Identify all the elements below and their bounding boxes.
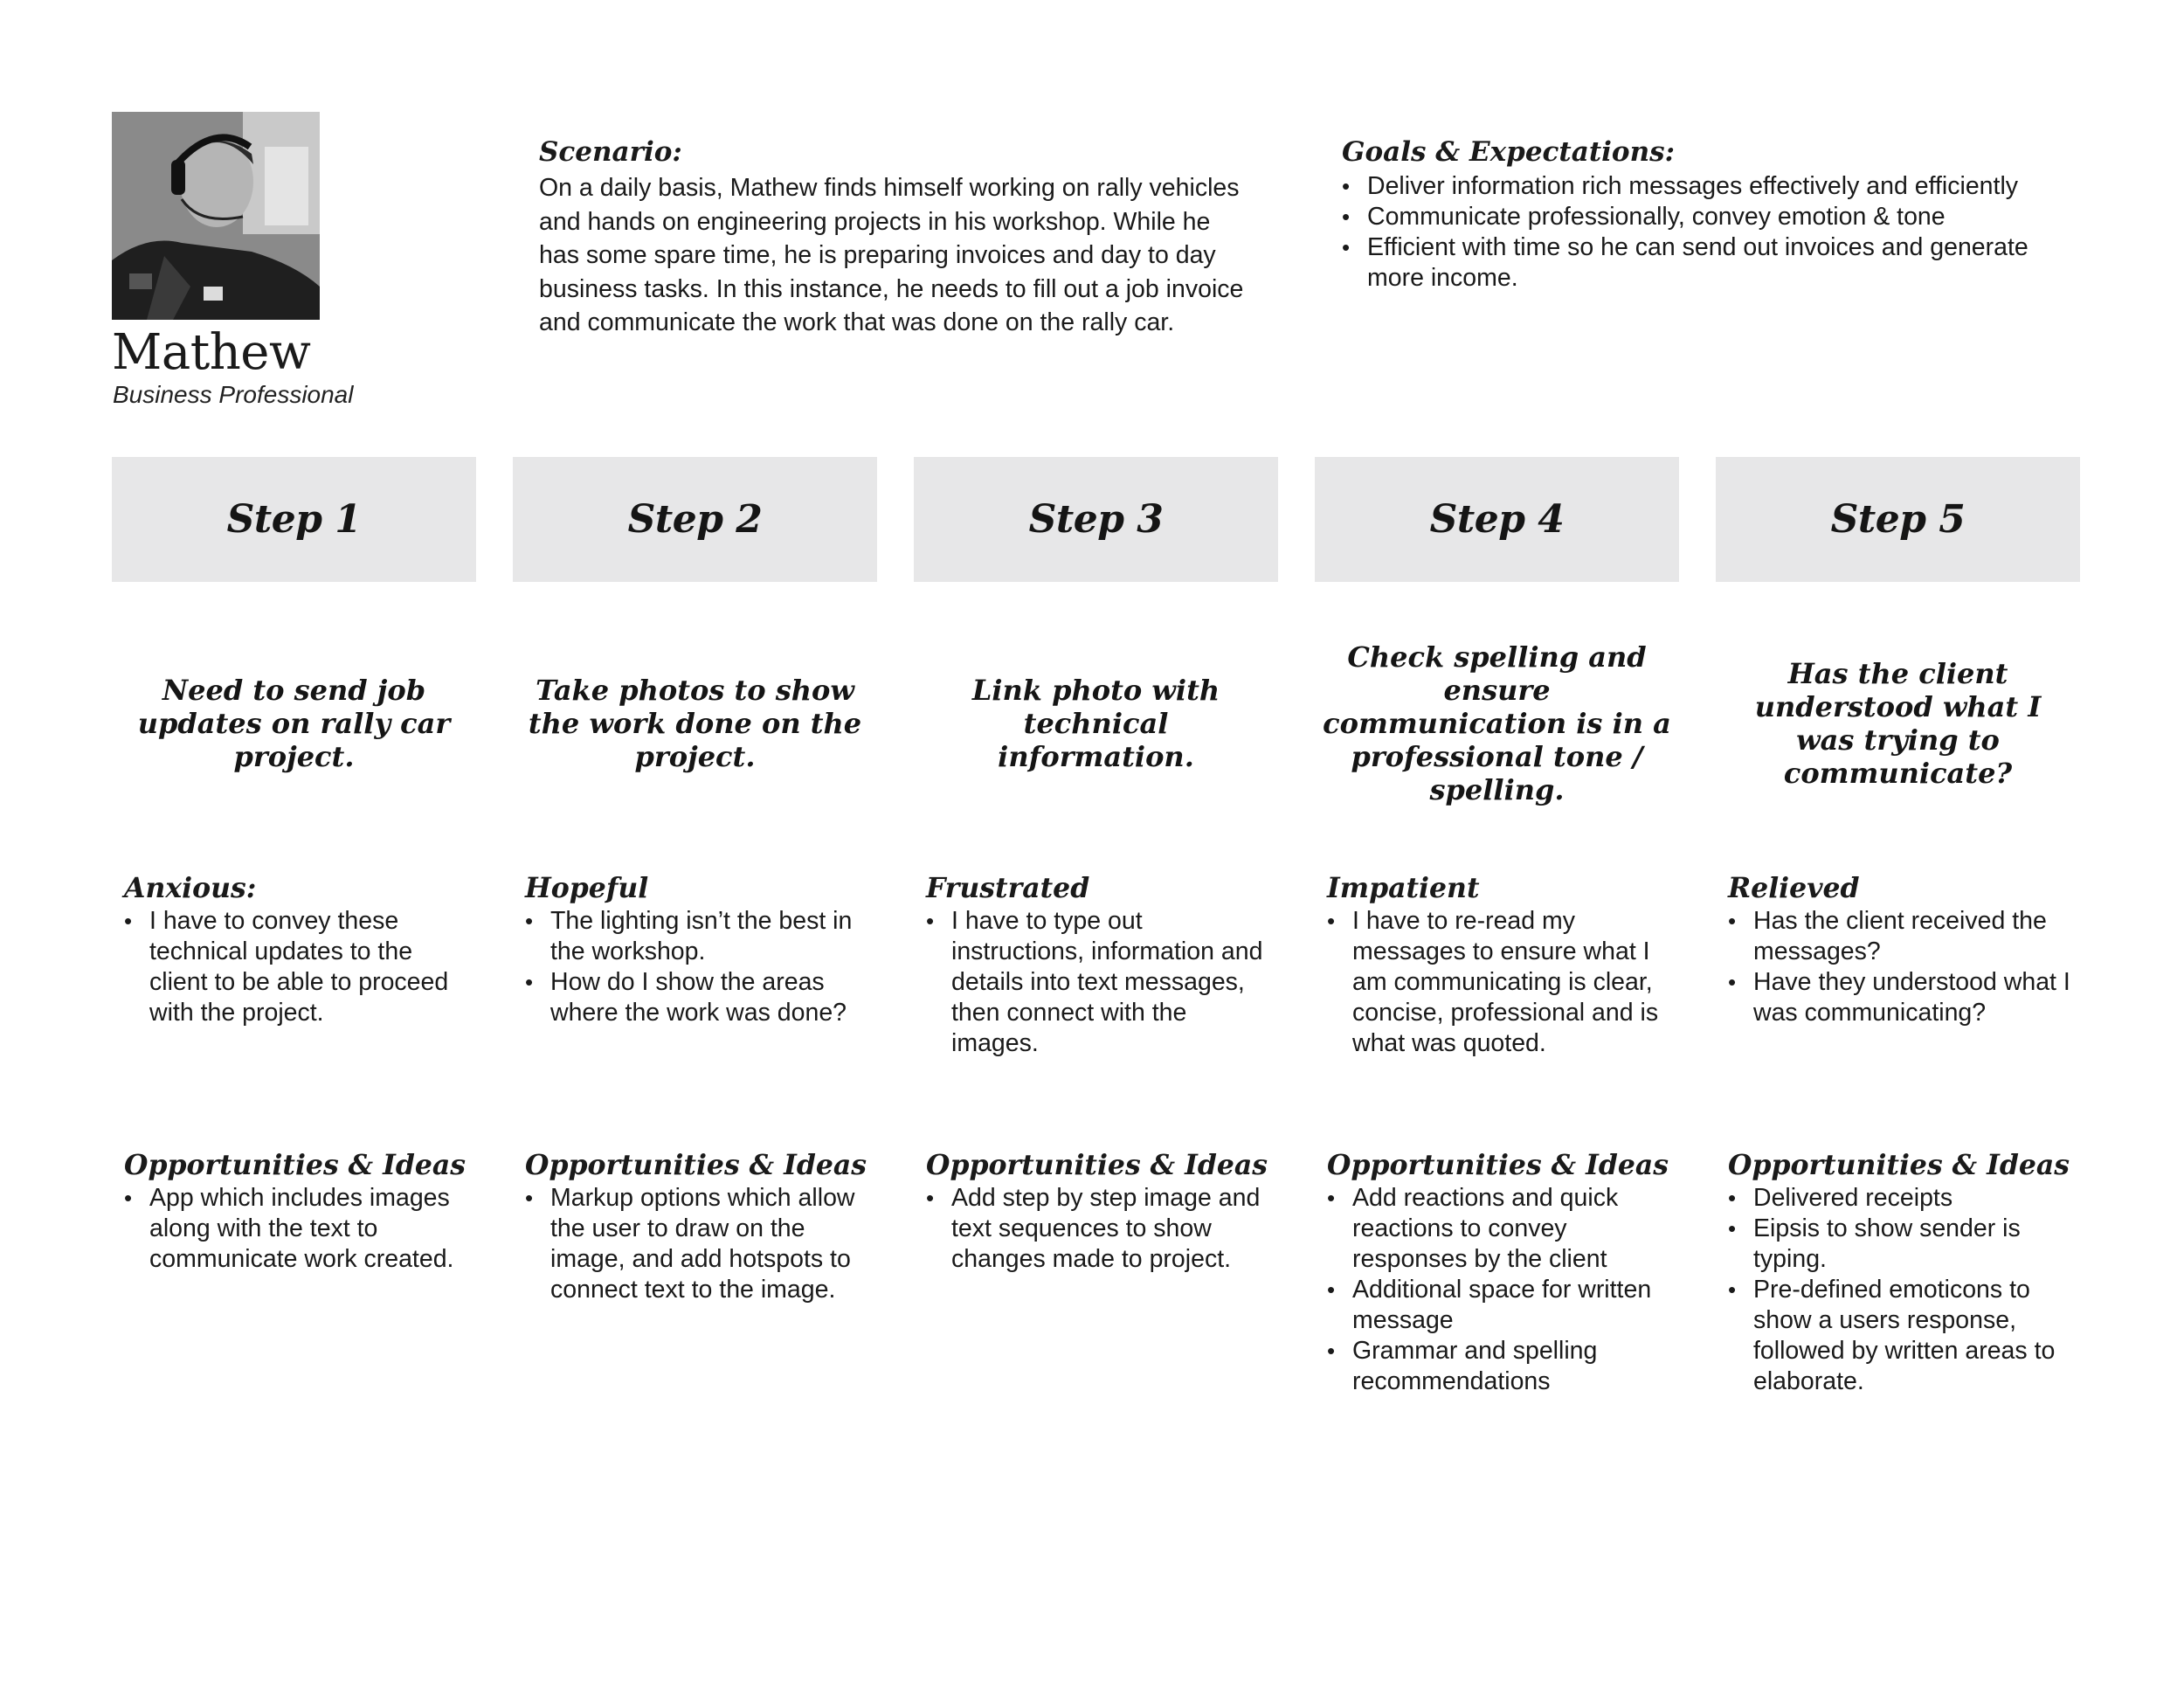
thought-item: • Has the client received the messages? (1728, 906, 2073, 967)
emotion-block (926, 872, 1271, 1059)
thought-item: • How do I show the areas where the work was done? (525, 967, 870, 1028)
opportunity-item: • Eipsis to show sender is typing. (1728, 1214, 2077, 1275)
opportunities-block (124, 1149, 473, 1275)
emotion-block (1327, 872, 1672, 1059)
thought-item: • Have they understood what I was communicating? (1728, 967, 2073, 1028)
opportunities-list (525, 1183, 874, 1305)
opportunity-item: • Add reactions and quick reactions to convey responses by the client (1327, 1183, 1676, 1275)
emotion-title: Anxious: (124, 872, 257, 904)
opportunities-block (926, 1149, 1275, 1275)
emotion-title: Frustrated (926, 872, 1090, 904)
step-description (914, 614, 1278, 833)
scenario-text (539, 171, 1273, 340)
step-description-text: Has the client understood what I was trying to communicate? (1754, 657, 2042, 790)
step-header (513, 457, 877, 582)
emotion-title: Impatient (1327, 872, 1480, 904)
step-description (1716, 614, 2080, 833)
opportunities-list (1327, 1183, 1676, 1397)
opportunity-item: • Pre-defined emoticons to show a users response, followed by written areas to elaborate. (1728, 1275, 2077, 1397)
step-column-1 (112, 457, 476, 1418)
opportunities-list (926, 1183, 1275, 1275)
opportunity-item: • App which includes images along with the text to communicate work created. (124, 1183, 473, 1275)
thought-item: • The lighting isn’t the best in the workshop. (525, 906, 870, 967)
scenario-title: Scenario: (539, 136, 682, 168)
step-header (914, 457, 1278, 582)
opportunity-item: • Grammar and spelling recommendations (1327, 1336, 1676, 1397)
step-column-3 (914, 457, 1278, 1418)
scenario-line: and hands on engineering projects in his workshop. While he (539, 207, 1211, 236)
opportunities-title: Opportunities & Ideas (124, 1149, 467, 1181)
opportunity-item: • Delivered receipts (1728, 1183, 2077, 1214)
goal-item: • Communicate professionally, convey emotion & tone (1342, 202, 2076, 232)
scenario-section (539, 136, 1273, 340)
step-header (1716, 457, 2080, 582)
step-description-text: Take photos to show the work done on the project. (528, 674, 862, 773)
scenario-line: business tasks. In this instance, he needs to fill out a job invoice (539, 274, 1244, 303)
opportunities-block (1728, 1149, 2077, 1397)
step-title: Step 4 (1429, 497, 1565, 542)
opportunity-item: • Add step by step image and text sequences to show changes made to project. (926, 1183, 1275, 1275)
step-title: Step 5 (1830, 497, 1966, 542)
step-header (1315, 457, 1679, 582)
step-title: Step 2 (627, 497, 763, 542)
emotion-title: Relieved (1728, 872, 1860, 904)
opportunities-title: Opportunities & Ideas (1728, 1149, 2070, 1181)
goals-list (1342, 171, 2076, 294)
thoughts-list (926, 906, 1271, 1059)
persona-name: Mathew (112, 324, 311, 381)
persona-photo (112, 112, 320, 320)
thought-item: • I have to type out instructions, information and details into text messages, then connect with the images. (926, 906, 1271, 1059)
thoughts-list (1327, 906, 1672, 1059)
step-description-text: Link photo with technical information. (971, 674, 1220, 773)
opportunities-list (124, 1183, 473, 1275)
person-photo-icon (112, 112, 320, 320)
step-column-4 (1315, 457, 1679, 1418)
thought-item: • I have to convey these technical updates to the client to be able to proceed with the project. (124, 906, 469, 1028)
thoughts-list (1728, 906, 2073, 1028)
step-column-2 (513, 457, 877, 1418)
step-column-5 (1716, 457, 2080, 1418)
step-description (112, 614, 476, 833)
emotion-block (124, 872, 469, 1028)
opportunities-block (1327, 1149, 1676, 1397)
opportunity-item: • Markup options which allow the user to draw on the image, and add hotspots to connect text to the image. (525, 1183, 874, 1305)
thoughts-list (525, 906, 870, 1028)
opportunities-title: Opportunities & Ideas (1327, 1149, 1669, 1181)
scenario-line: and communicate the work that was done on the rally car. (539, 308, 1175, 337)
step-title: Step 3 (1028, 497, 1164, 542)
goal-item: • Deliver information rich messages effectively and efficiently (1342, 171, 2076, 202)
step-description (1315, 614, 1679, 833)
opportunities-list (1728, 1183, 2077, 1397)
emotion-title: Hopeful (525, 872, 649, 904)
goals-title: Goals & Expectations: (1342, 136, 1676, 168)
step-description-text: Need to send job updates on rally car project. (137, 674, 451, 773)
persona-role: Business Professional (113, 381, 354, 408)
thoughts-list (124, 906, 469, 1028)
opportunities-title: Opportunities & Ideas (926, 1149, 1268, 1181)
scenario-line: On a daily basis, Mathew finds himself working on rally vehicles (539, 174, 1240, 203)
goals-section (1342, 136, 2076, 294)
step-header (112, 457, 476, 582)
scenario-line: has some spare time, he is preparing invoices and day to day (539, 241, 1216, 270)
opportunities-title: Opportunities & Ideas (525, 1149, 867, 1181)
opportunities-block (525, 1149, 874, 1305)
goal-item: • Efficient with time so he can send out invoices and generate more income. (1342, 232, 2076, 294)
step-description (513, 614, 877, 833)
step-title: Step 1 (226, 497, 362, 542)
step-description-text: Check spelling and ensure communication is in a professional tone / spelling. (1323, 640, 1671, 806)
opportunity-item: • Additional space for written message (1327, 1275, 1676, 1336)
thought-item: • I have to re-read my messages to ensure what I am communicating is clear, concise, professional and is what was quoted. (1327, 906, 1672, 1059)
emotion-block (525, 872, 870, 1028)
emotion-block (1728, 872, 2073, 1028)
